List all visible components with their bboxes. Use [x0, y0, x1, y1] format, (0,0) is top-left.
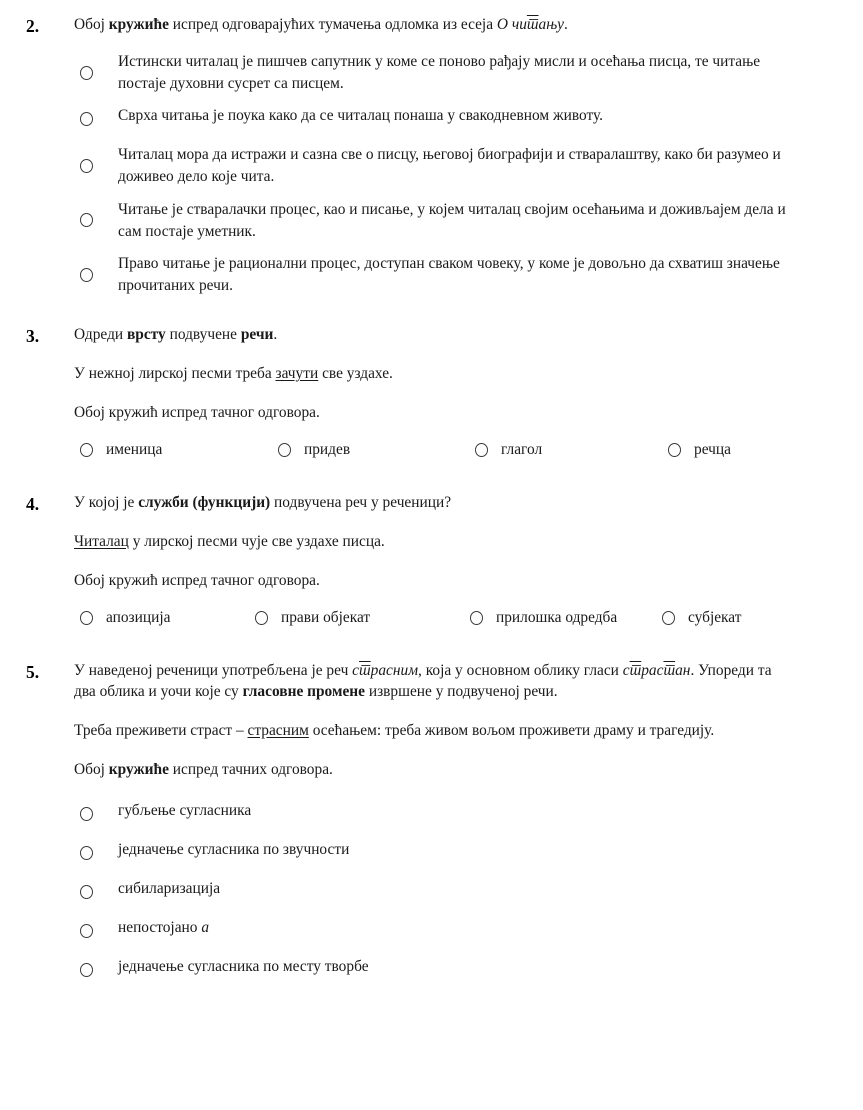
- option-row[interactable]: [74, 198, 795, 243]
- q4-sentence-run-0: Читалац: [74, 532, 129, 550]
- empty-circle-icon[interactable]: [278, 443, 291, 457]
- question-3-sentence: [74, 363, 795, 385]
- question-5-instruction: [74, 759, 795, 781]
- option-row[interactable]: [74, 104, 795, 134]
- option-item[interactable]: [662, 608, 741, 628]
- option-row[interactable]: [74, 799, 795, 829]
- option-label: именица: [106, 440, 163, 458]
- question-5-stem: [74, 660, 795, 704]
- option-row[interactable]: [74, 838, 795, 868]
- option-label: придев: [304, 440, 351, 458]
- option-item[interactable]: [255, 608, 370, 628]
- option-label: [118, 916, 209, 939]
- option-circle-wrap[interactable]: [74, 885, 118, 899]
- empty-circle-icon[interactable]: [80, 213, 93, 227]
- option-item[interactable]: [470, 608, 617, 628]
- q5-stem-run-4: , која у основном облику гласи: [418, 661, 623, 679]
- option-label-run-0: једначење сугласника по месту творбе: [118, 958, 369, 975]
- option-label: [118, 838, 349, 861]
- q4-sentence-run-1: у лирској песми чује све уздахе писца.: [128, 532, 385, 550]
- q5-sentence-run-1: страсним: [247, 722, 309, 740]
- option-row[interactable]: [74, 252, 795, 297]
- option-label: прилошка одредба: [496, 608, 618, 626]
- q5-stem-run-0: У наведеној реченици употребљена је реч: [74, 661, 353, 679]
- option-circle-wrap[interactable]: [74, 66, 118, 80]
- q4-stem-run-2: подвучена реч у реченици?: [270, 493, 452, 511]
- question-5-sentence: [74, 720, 795, 742]
- option-label: апозиција: [106, 608, 171, 626]
- q5-stem-run-7: рас: [641, 661, 664, 679]
- option-label: Истински читалац је пишчев сапутник у коме се поново рађају мисли и осећања писца, те читање постаје духовни сусрет са писцем.: [118, 52, 761, 93]
- q5-stem-run-5: с: [622, 661, 630, 679]
- question-2-number: 2.: [26, 16, 40, 36]
- empty-circle-icon[interactable]: [475, 443, 488, 457]
- q2-stem-run-3: О чи: [496, 16, 527, 33]
- question-2-body: [74, 14, 795, 297]
- empty-circle-icon[interactable]: [470, 611, 483, 625]
- option-label: глагол: [501, 440, 543, 458]
- question-3-options: [74, 440, 795, 470]
- q5-stem-run-12: извршене у подвученој речи.: [364, 683, 558, 701]
- empty-circle-icon[interactable]: [662, 611, 675, 625]
- q2-stem-run-1: кружиће: [108, 16, 169, 33]
- question-4-sentence: [74, 531, 795, 553]
- question-2: [0, 0, 863, 297]
- question-3-instruction: Обој кружић испред тачног одговора.: [74, 404, 320, 421]
- q5-stem-run-6: т: [629, 661, 642, 679]
- q4-stem-run-0: У којој је: [74, 493, 139, 511]
- q3-stem-run-4: .: [273, 326, 278, 344]
- q3-stem-run-0: Одреди: [74, 326, 127, 344]
- option-label-run-0: сибиларизација: [118, 880, 221, 897]
- empty-circle-icon[interactable]: [80, 885, 93, 899]
- empty-circle-icon[interactable]: [80, 159, 93, 173]
- option-label: [118, 955, 369, 978]
- q2-stem-run-2: испред одговарајућих тумачења одломка из есеја: [168, 16, 497, 33]
- empty-circle-icon[interactable]: [80, 66, 93, 80]
- option-circle-wrap[interactable]: [74, 213, 118, 227]
- option-item[interactable]: [80, 608, 170, 628]
- question-2-options: [74, 50, 795, 297]
- option-circle-wrap[interactable]: [74, 846, 118, 860]
- option-row[interactable]: [74, 916, 795, 946]
- option-label: Читање је стваралачки процес, као и писање, у којем читалац својим осећањима и доживљајем дела и сам постаје уметник.: [118, 200, 786, 240]
- option-row[interactable]: [74, 877, 795, 907]
- q3-sentence-run-1: зачути: [275, 365, 319, 383]
- q5-stem-run-8: т: [663, 661, 676, 679]
- option-label: Читалац мора да истражи и сазна све о писцу, његовој биографији и стваралаштву, како би разумео и доживео дело које чита.: [118, 146, 781, 186]
- q2-stem-run-0: Обој: [74, 16, 109, 33]
- q5-sentence-run-2: осећањем: треба живом вољом проживети драму и трагедију.: [308, 722, 715, 740]
- q5-instruction-run-2: испред тачних одговора.: [168, 761, 333, 779]
- option-row[interactable]: [74, 50, 795, 95]
- q5-stem-run-10: . Упореди та два облика и уочи које су: [74, 661, 772, 701]
- option-circle-wrap[interactable]: [74, 807, 118, 821]
- option-row[interactable]: [74, 143, 795, 188]
- option-label: речца: [694, 440, 731, 458]
- q2-stem-run-4: т: [526, 16, 539, 33]
- question-4: [0, 470, 863, 638]
- q3-stem-run-2: подвучене: [165, 326, 241, 344]
- question-4-number: 4.: [26, 493, 40, 514]
- empty-circle-icon[interactable]: [80, 611, 93, 625]
- option-label-run-0: непостојано: [118, 919, 202, 936]
- empty-circle-icon[interactable]: [80, 443, 93, 457]
- question-4-stem: [74, 492, 795, 514]
- q2-stem-run-5: ању: [538, 16, 564, 33]
- q5-stem-run-2: т: [359, 661, 371, 679]
- q5-instruction-run-1: кружиће: [108, 761, 169, 779]
- question-5-number: 5.: [26, 661, 40, 682]
- option-label: [118, 877, 220, 900]
- q4-stem-run-1: служби (функцији): [138, 493, 271, 511]
- option-circle-wrap[interactable]: [74, 159, 118, 173]
- q3-sentence-run-0: У нежној лирској песми треба: [74, 365, 276, 383]
- question-2-stem: [74, 14, 795, 36]
- option-label: [118, 799, 251, 822]
- q5-stem-run-3: расним: [370, 661, 419, 679]
- question-4-options: [74, 608, 795, 638]
- question-3: [0, 306, 863, 470]
- option-circle-wrap[interactable]: [74, 112, 118, 126]
- option-circle-wrap[interactable]: [74, 268, 118, 282]
- option-item[interactable]: [475, 440, 542, 460]
- empty-circle-icon[interactable]: [80, 268, 93, 282]
- q3-stem-run-1: врсту: [126, 326, 166, 344]
- question-5-options: [74, 799, 795, 985]
- question-3-stem: [74, 324, 795, 346]
- q3-sentence-run-2: све уздахе.: [318, 365, 393, 383]
- question-4-body: [74, 492, 795, 638]
- q5-stem-run-1: с: [352, 661, 360, 679]
- empty-circle-icon[interactable]: [668, 443, 681, 457]
- option-item[interactable]: [80, 440, 162, 460]
- option-label: Право читање је рационални процес, доступан сваком човеку, у коме је довољно да схватиш значење прочитаних речи.: [118, 254, 780, 295]
- q5-stem-run-11: гласовне промене: [242, 683, 365, 701]
- empty-circle-icon[interactable]: [255, 611, 268, 625]
- q5-instruction-run-0: Обој: [74, 761, 109, 779]
- option-label: субјекат: [688, 608, 742, 626]
- option-item[interactable]: [668, 440, 731, 460]
- q5-stem-run-9: ан: [675, 661, 691, 679]
- option-row[interactable]: [74, 955, 795, 985]
- question-4-instruction: Обој кружић испред тачног одговора.: [74, 571, 320, 589]
- empty-circle-icon[interactable]: [80, 112, 93, 126]
- option-label: Сврха читања је поука како да се читалац понаша у свакодневном животу.: [118, 107, 604, 125]
- q5-sentence-run-0: Треба преживети страст –: [74, 722, 248, 740]
- question-3-body: [74, 324, 795, 470]
- question-3-number: 3.: [26, 326, 40, 347]
- empty-circle-icon[interactable]: [80, 924, 93, 938]
- option-label-run-0: једначење сугласника по звучности: [118, 841, 350, 858]
- question-5-body: [74, 660, 795, 986]
- q3-stem-run-3: речи: [240, 326, 274, 344]
- empty-circle-icon[interactable]: [80, 963, 93, 977]
- option-label-run-1: а: [201, 919, 210, 936]
- empty-circle-icon[interactable]: [80, 807, 93, 821]
- option-label: прави објекат: [281, 608, 371, 626]
- q2-stem-run-6: .: [564, 16, 568, 33]
- option-circle-wrap[interactable]: [74, 924, 118, 938]
- option-item[interactable]: [278, 440, 350, 460]
- option-label-run-0: губљење сугласника: [118, 802, 252, 819]
- question-5: [0, 638, 863, 986]
- option-circle-wrap[interactable]: [74, 963, 118, 977]
- empty-circle-icon[interactable]: [80, 846, 93, 860]
